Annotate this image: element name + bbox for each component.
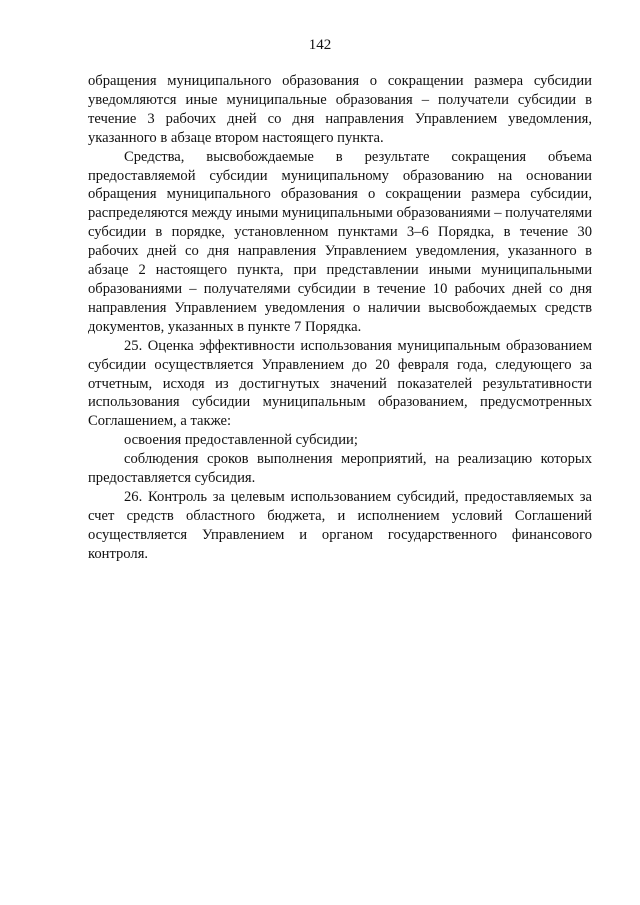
paragraph-subsidy-development: освоения предоставленной субсидии;	[124, 432, 358, 449]
document-body	[88, 72, 592, 564]
paragraph-deadline-compliance: соблюдения сроков выполнения мероприятий, на реализацию которых предоставляется субсидия.	[88, 451, 592, 487]
paragraph-item-26: 26. Контроль за целевым использованием субсидий, предоставляемых за счет средств областного бюджета, и исполнением условий Соглашений осуществляется Управлением и органом государственного финансового контроля.	[88, 488, 592, 562]
paragraph-continuation: обращения муниципального образования о сокращении размера субсидии уведомляются иные муниципальные образования – получатели субсидии в течение 3 рабочих дней со дня направления Управлением уведомления, указанного в абзаце втором настоящего пункта.	[88, 73, 592, 146]
paragraph-item-25: 25. Оценка эффективности использования муниципальным образованием субсидии осуществляется Управлением до 20 февраля года, следующего за отчетным, исходя из достигнутых значений показателей результативности использования субсидии муниципальным образованием, предусмотренных Соглашением, а также:	[88, 337, 592, 430]
page-number: 142	[308, 37, 332, 53]
paragraph-funds-redistribution: Средства, высвобождаемые в результате сокращения объема предоставляемой субсидии муниципальному образованию на основании обращения муниципального образования о сокращении размера субсидии, распределяются между иными муниципальными образованиями – получателями субсидии в порядке, установленном пунктами 3–6 Порядка, в течение 30 рабочих дней со дня направления Управлением уведомления, указанного в абзаце 2 настоящего пункта, при представлении иными муниципальными образованиями – получателями субсидии в течение 10 рабочих дней со дня направления Управлением уведомления о наличии высвобождаемых средств документов, указанных в пункте 7 Порядка.	[88, 148, 592, 335]
